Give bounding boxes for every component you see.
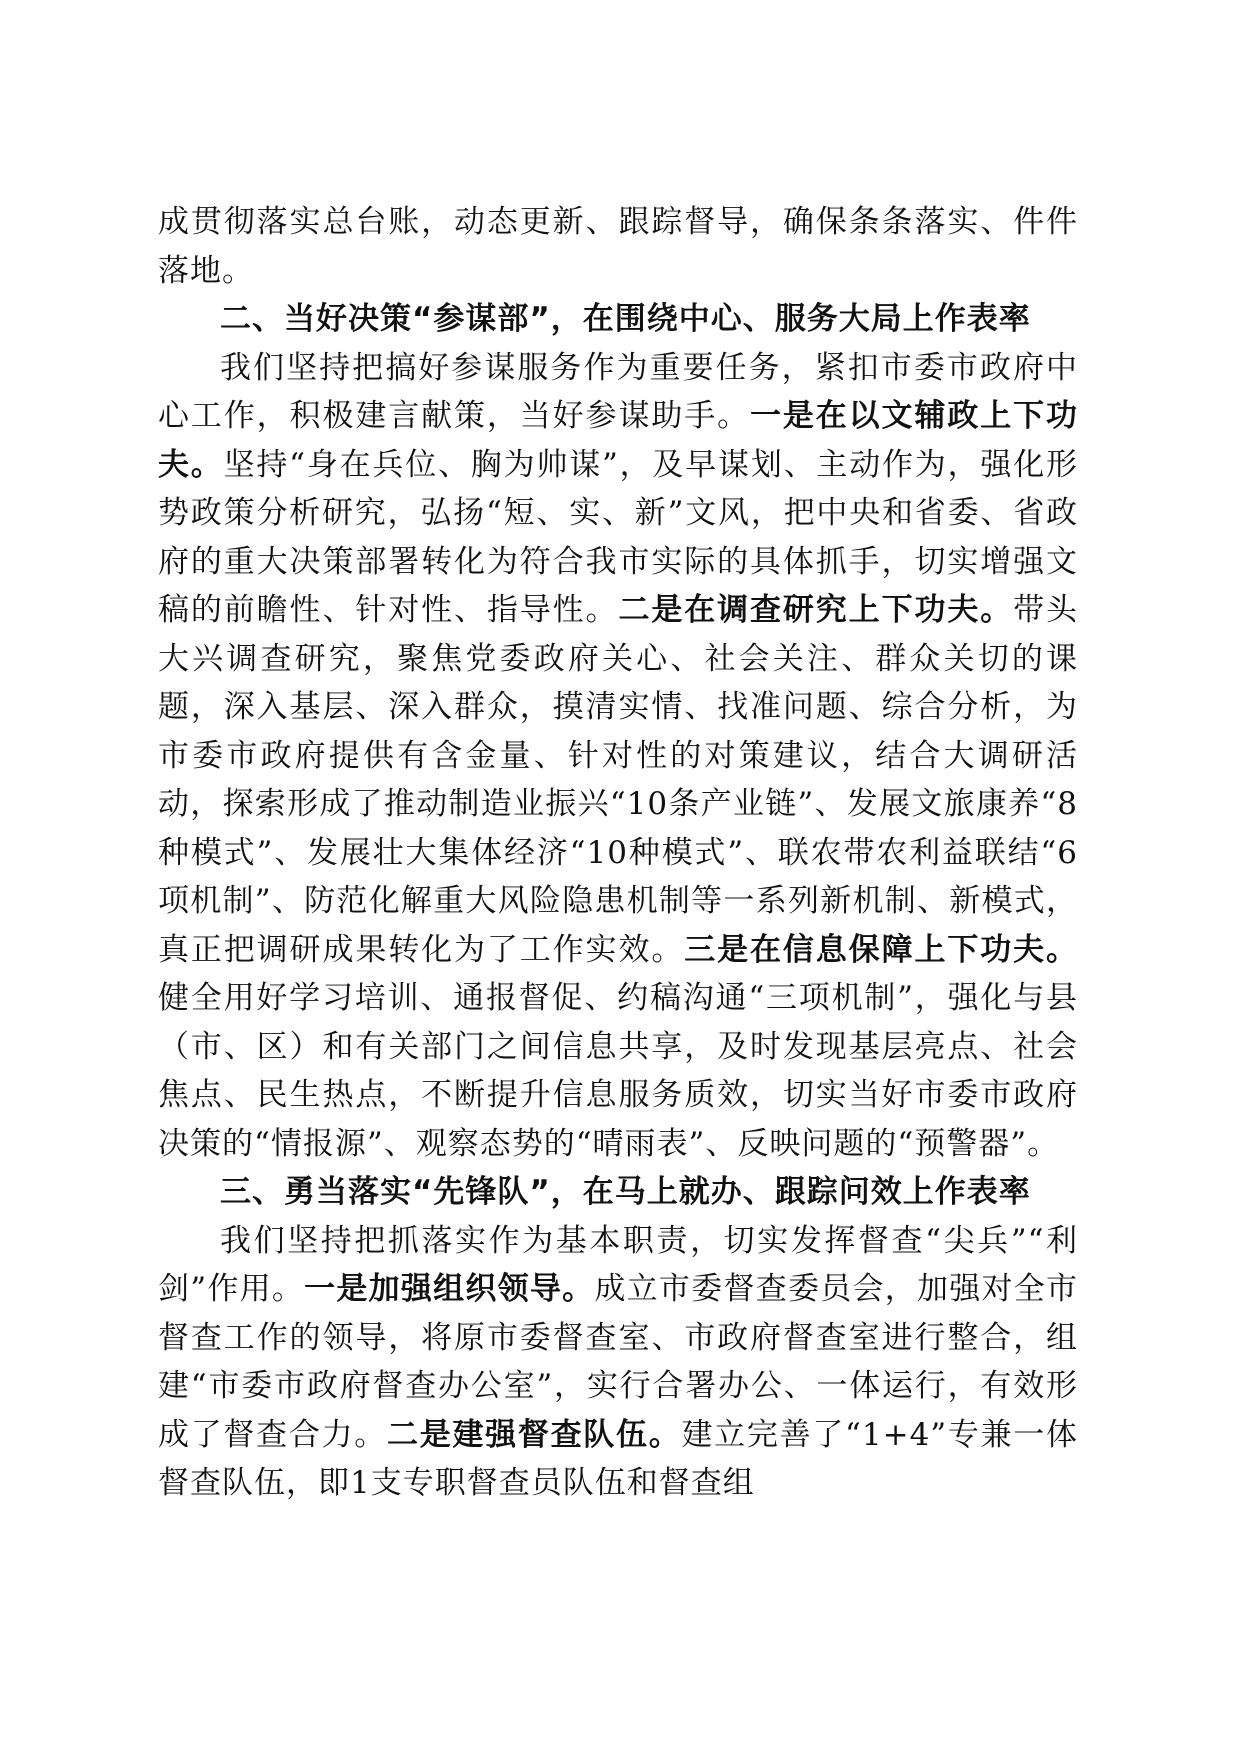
section-2-point-2-title: 二是在调查研究上下功夫。 <box>618 592 1014 628</box>
section-3-point-2-text: 建立完善了“1+4”专兼一体督查队伍，即1支专职督查员队伍和督查组 <box>158 1416 1079 1501</box>
document-body <box>158 198 1078 1508</box>
section-2-intro-text: 我们坚持把搞好参谋服务作为重要任务，紧扣市委市政府中心工作，积极建言献策，当好参谋助手。 <box>158 349 1078 434</box>
section-3-heading: 三、勇当落实“先锋队”，在马上就办、跟踪问效上作表率 <box>220 1174 1031 1210</box>
section-3-intro-text: 我们坚持把抓落实作为基本职责，切实发挥督查“尖兵”“利剑”作用。 <box>158 1222 1078 1307</box>
section-2-heading: 二、当好决策“参谋部”，在围绕中心、服务大局上作表率 <box>220 301 1031 337</box>
section-2-paragraph <box>158 344 1078 1169</box>
section-3-point-1-text: 成立市委督查委员会，加强对全市督查工作的领导，将原市委督查室、市政府督查室进行整合，组建“市委市政府督查办公室”，实行合署办公、一体运行，有效形成了督查合力。 <box>158 1271 1078 1453</box>
section-2-point-1-text: 坚持“身在兵位、胸为帅谋”，及早谋划、主动作为，强化形势政策分析研究，弘扬“短、实、新”文风，把中央和省委、省政府的重大决策部署转化为符合我市实际的具体抓手，切实增强文稿的前瞻性、针对性、指导性。 <box>158 446 1078 628</box>
intro-paragraph: 成贯彻落实总台账，动态更新、跟踪督导，确保条条落实、件件落地。 <box>158 204 1078 289</box>
section-2-point-1-title: 一是在以文辅政上下功夫。 <box>158 398 1078 483</box>
section-3-point-2-title: 二是建强督查队伍。 <box>387 1416 682 1453</box>
section-2-point-2-text: 带头大兴调查研究，聚焦党委政府关心、社会关注、群众关切的课题，深入基层、深入群众，摸清实情、找准问题、综合分析，为市委市政府提供有含金量、针对性的对策建议，结合大调研活动，探索形成了推动制造业振兴“10条产业链”、发展文旅康养“8种模式”、发展壮大集体经济“10种模式”、联农带农利益联结“6项机制”、防范化解重大风险隐患机制等一系列新机制、新模式，真正把调研成果转化为了工作实效。 <box>158 592 1079 968</box>
section-2-point-3-title: 三是在信息保障上下功夫。 <box>684 931 1079 968</box>
section-2-point-3-text: 健全用好学习培训、通报督促、约稿沟通“三项机制”，强化与县（市、区）和有关部门之间信息共享，及时发现基层亮点、社会焦点、民生热点，不断提升信息服务质效，切实当好市委市政府决策的“情报源”、观察态势的“晴雨表”、反映问题的“预警器”。 <box>158 980 1078 1162</box>
section-3-point-1-title: 一是加强组织领导。 <box>304 1271 595 1307</box>
section-3-paragraph <box>158 1217 1078 1508</box>
